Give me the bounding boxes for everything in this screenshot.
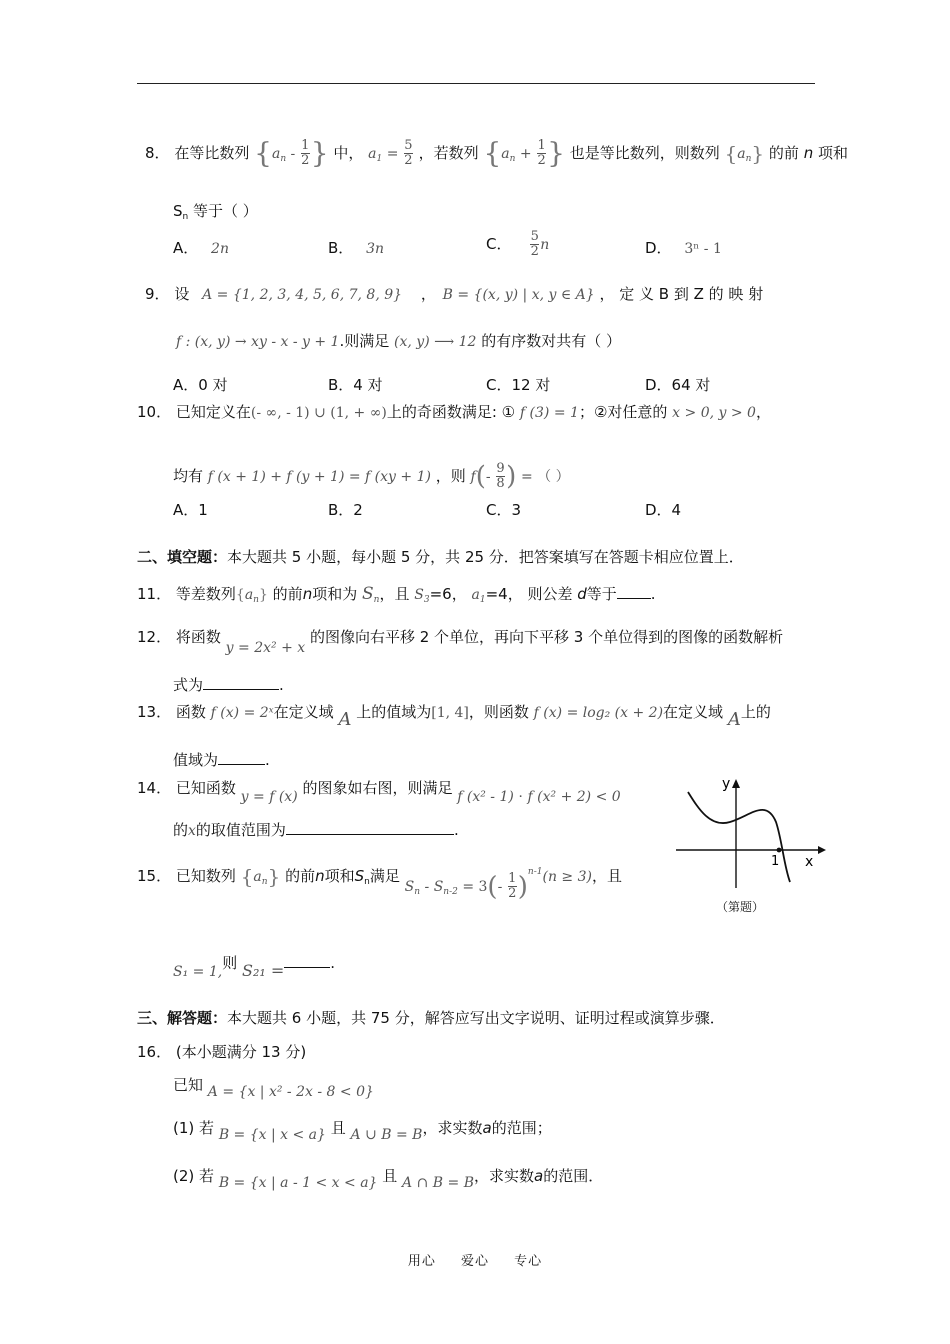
question-number: 13． xyxy=(137,703,172,721)
question-9-option-c: C．12 对 xyxy=(486,376,551,394)
question-15-line1: 15． 已知数列 $\{a_n\}$ 的前n项和$S_n$满足 $S_n - S_{n-2} = 3(-$ $\frac{1}{2}$ )$^{n-1}$(n ≥ 3)，且 xyxy=(137,864,622,902)
question-9-line2: f : (x, y) → xy - x - y + 1.则满足 (x, y) ⟶ 12 的有序数对共有（ ） xyxy=(176,332,622,350)
figure-caption: （第题） xyxy=(716,900,765,914)
question-14-line2: 的x的取值范围为 . xyxy=(173,821,459,839)
question-12-line2: 式为 . xyxy=(173,676,284,694)
y-axis-label: y xyxy=(722,776,731,792)
header-rule xyxy=(137,83,815,84)
question-10-option-d: D．4 xyxy=(645,501,682,519)
question-13-line1: 13． 函数 f (x) = 2ˣ在定义域 A 上的值域为[1, 4]，则函数 f (x) = log₂ (x + 2)在定义域 A上的 xyxy=(137,703,771,730)
question-10-line1: 10． 已知定义在(- ∞, - 1) ∪ (1, + ∞)上的奇函数满足: ① f (3) = 1；②对任意的 x > 0, y > 0， xyxy=(137,403,771,421)
question-10-line2: 均有 f (x + 1) + f (y + 1) = f (xy + 1) ，则 f(- $\frac{9}{8}$ ) = （ ） xyxy=(173,461,570,492)
question-number: 10． xyxy=(137,403,172,421)
question-10-option-c: C．3 xyxy=(486,501,522,519)
question-number: 15． xyxy=(137,867,172,885)
question-16-header: 16． (本小题满分 13 分) xyxy=(137,1043,307,1061)
question-16-part2: (2) 若 B = {x | a - 1 < x < a} 且 A ∩ B = B，求实数a的范围． xyxy=(173,1167,604,1191)
function-graph xyxy=(670,770,830,898)
section-3-heading: 三、解答题：本大题共 6 小题，共 75 分，解答应写出文字说明、证明过程或演算步骤． xyxy=(137,1009,725,1027)
question-9-line1: 9． 设 A = {1, 2, 3, 4, 5, 6, 7, 8, 9} ， B = {(x, y) | x, y ∈ A} ， 定 义 B 到 Z 的 映 射 xyxy=(145,285,764,303)
question-number: 12． xyxy=(137,628,172,646)
question-16-part1: (1) 若 B = {x | x < a} 且 A ∪ B = B，求实数a的范围； xyxy=(173,1119,552,1143)
question-9-option-d: D．64 对 xyxy=(645,376,711,394)
answer-blank[interactable] xyxy=(286,820,454,835)
question-8-line2: $S_n$ 等于（ ） xyxy=(173,202,258,222)
page-footer: 用心 爱心 专心 xyxy=(407,1254,543,1269)
question-9-option-b: B．4 对 xyxy=(328,376,383,394)
x-axis-arrow xyxy=(818,846,826,854)
question-8-line1: 8． 在等比数列 {$a_n$ - $\frac{1}{2}$ } 中， $a_1$ = $\frac{5}{2}$ ，若数列 {$a_n$ + $\frac{1}{2}$ } 也是等比数列，则数列 $\{a_n\}$ 的前 n 项和 xyxy=(145,136,849,170)
answer-blank[interactable] xyxy=(203,675,279,690)
answer-blank[interactable] xyxy=(218,750,265,765)
answer-blank[interactable] xyxy=(284,957,330,968)
tick-label: 1 xyxy=(771,854,780,869)
section-2-heading: 二、填空题：本大题共 5 小题，每小题 5 分，共 25 分．把答案填写在答题卡相应位置上． xyxy=(137,548,744,566)
answer-blank[interactable] xyxy=(617,584,651,599)
question-number: 11． xyxy=(137,585,172,603)
question-8-option-c: C． $\frac{5}{2}$ n xyxy=(486,229,550,259)
question-number: 9． xyxy=(145,285,170,303)
question-12-line1: 12． 将函数 y = 2x² + x 的图像向右平移 2 个单位，再向下平移 3 个单位得到的图像的函数解析 xyxy=(137,628,784,656)
question-8-option-b: B． 3n xyxy=(328,239,385,257)
question-8-option-d: D． 3ⁿ - 1 xyxy=(645,239,722,257)
question-10-option-b: B．2 xyxy=(328,501,363,519)
question-15-line2: S₁ = 1,则 S₂₁ = . xyxy=(173,954,336,980)
question-number: 16． xyxy=(137,1043,172,1061)
question-14-line1: 14． 已知函数 y = f (x) 的图象如右图，则满足 f (x² - 1) ⋅ f (x² + 2) < 0 xyxy=(137,779,621,805)
question-16-given: 已知 A = {x | x² - 2x - 8 < 0} xyxy=(173,1076,374,1100)
x-axis-label: x xyxy=(805,854,814,870)
question-number: 14． xyxy=(137,779,172,797)
question-13-line2: 值域为 . xyxy=(173,751,270,769)
y-axis-arrow xyxy=(732,779,740,788)
question-9-option-a: A．0 对 xyxy=(173,376,228,394)
question-8-option-a: A． 2n xyxy=(173,239,229,257)
root-point xyxy=(777,848,782,853)
question-11: 11． 等差数列$\{a_n\}$ 的前n项和为 $S_n$，且 $S_3=6$， $a_1=4$， 则公差 d等于 . xyxy=(137,584,656,605)
question-10-option-a: A．1 xyxy=(173,501,208,519)
question-number: 8． xyxy=(145,144,170,162)
